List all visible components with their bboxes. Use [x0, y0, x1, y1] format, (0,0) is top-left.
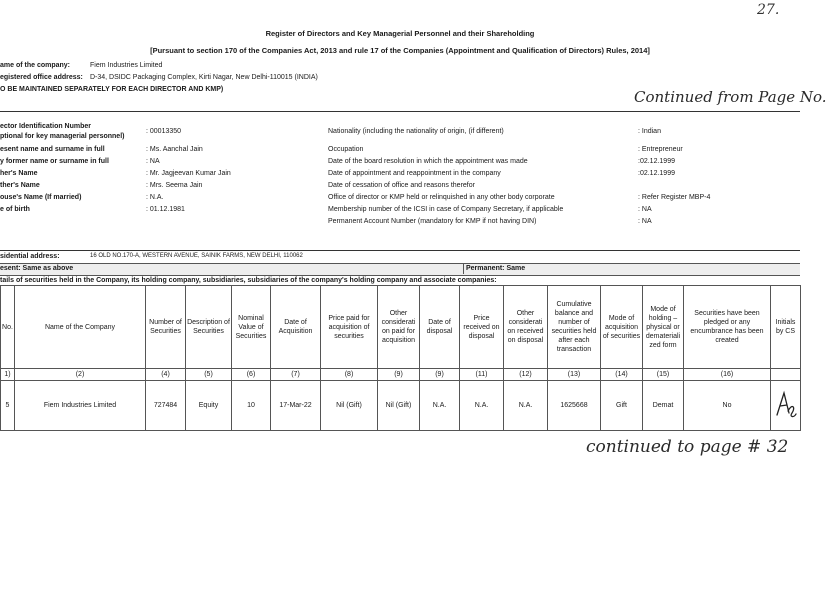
- table-cell: N.A.: [460, 381, 504, 431]
- column-number: (15): [643, 369, 684, 381]
- field-value: : Entrepreneur: [638, 146, 683, 153]
- present-permanent-strip: [0, 263, 800, 276]
- company-name-label: ame of the company:: [0, 62, 71, 69]
- field-value: : Refer Register MBP-4: [638, 194, 711, 201]
- field-label: ouse's Name (If married): [0, 194, 82, 201]
- strip-separator: [463, 263, 464, 274]
- column-header: Price paid for acquisition of securities: [321, 286, 378, 369]
- column-number: (2): [15, 369, 146, 381]
- field-value: :02.12.1999: [638, 158, 675, 165]
- office-address-label: egistered office address:: [0, 74, 83, 81]
- table-cell: Fiem Industries Limited: [15, 381, 146, 431]
- column-header: Initials by CS: [771, 286, 801, 369]
- field-label: her's Name: [0, 170, 38, 177]
- field-label: Occupation: [328, 146, 364, 153]
- residential-label: sidential address:: [0, 253, 60, 260]
- field-label: Permanent Account Number (mandatory for KMP if not having DIN): [328, 218, 537, 225]
- column-number: (6): [232, 369, 271, 381]
- table-cell: N.A.: [504, 381, 548, 431]
- field-label: ptional for key managerial personnel): [0, 133, 125, 140]
- column-number: (9): [420, 369, 460, 381]
- column-number-row: [1, 369, 801, 381]
- field-value: : 00013350: [146, 128, 182, 135]
- column-header: Mode of acquisition of securities: [601, 286, 643, 369]
- column-number: (9): [378, 369, 420, 381]
- field-label: Nationality (including the nationality of origin, (if different): [328, 128, 504, 135]
- section-divider-top: [0, 111, 800, 112]
- column-number: [771, 369, 801, 381]
- table-cell: Demat: [643, 381, 684, 431]
- field-value: : NA: [638, 206, 652, 213]
- continued-to-note: continued to page # 32: [586, 437, 789, 457]
- table-cell: Nil (Gift): [321, 381, 378, 431]
- table-cell: 727484: [146, 381, 186, 431]
- office-address-value: D-34, DSIDC Packaging Complex, Kirti Nagar, New Delhi-110015 (INDIA): [90, 74, 318, 81]
- column-header: Nominal Value of Securities: [232, 286, 271, 369]
- field-label: e of birth: [0, 206, 30, 213]
- initials-signature: [774, 389, 798, 419]
- table-cell: N.A.: [420, 381, 460, 431]
- securities-table: [0, 285, 801, 431]
- column-number: (4): [146, 369, 186, 381]
- table-header-row: [1, 286, 801, 369]
- field-value: : NA: [146, 158, 160, 165]
- permanent-address: Permanent: Same: [466, 265, 526, 272]
- column-number: (5): [186, 369, 232, 381]
- column-header: Securities have been pledged or any encumbrance has been created: [684, 286, 771, 369]
- column-header: Price received on disposal: [460, 286, 504, 369]
- column-number: (13): [548, 369, 601, 381]
- register-subtitle: [Pursuant to section 170 of the Companies Act, 2013 and rule 17 of the Companies (Appointment and Qualification of Directors) Rules, 2014]: [150, 46, 650, 55]
- table-cell: Gift: [601, 381, 643, 431]
- field-label: Office of director or KMP held or relinquished in any other body corporate: [328, 194, 555, 201]
- column-header: Number of Securities: [146, 286, 186, 369]
- table-cell: 1625668: [548, 381, 601, 431]
- field-label: Membership number of the ICSI in case of Company Secretary, if applicable: [328, 206, 564, 213]
- address-divider: [0, 250, 800, 251]
- column-number: (16): [684, 369, 771, 381]
- initials-cell: [771, 381, 801, 431]
- column-header: Name of the Company: [15, 286, 146, 369]
- table-cell: 5: [1, 381, 15, 431]
- field-value: : Mr. Jagjeevan Kumar Jain: [146, 170, 231, 177]
- field-label: Date of cessation of office and reasons therefor: [328, 182, 475, 189]
- maintenance-note: O BE MAINTAINED SEPARATELY FOR EACH DIRECTOR AND KMP): [0, 86, 224, 93]
- table-row: [1, 381, 801, 431]
- field-value: : Ms. Aanchal Jain: [146, 146, 203, 153]
- field-label: Date of appointment and reappointment in the company: [328, 170, 501, 177]
- column-number: (14): [601, 369, 643, 381]
- residential-value: 16 OLD NO.170-A, WESTERN AVENUE, SAINIK FARMS, NEW DELHI, 110062: [90, 253, 303, 259]
- column-header: Other considerati on paid for acquisition: [378, 286, 420, 369]
- column-header: No.: [1, 286, 15, 369]
- column-header: Other considerati on received on disposal: [504, 286, 548, 369]
- present-address: esent: Same as above: [0, 265, 74, 272]
- column-header: Description of Securities: [186, 286, 232, 369]
- column-header: Mode of holding – physical or demateriali zed form: [643, 286, 684, 369]
- table-cell: 10: [232, 381, 271, 431]
- field-label: esent name and surname in full: [0, 146, 105, 153]
- column-number: (8): [321, 369, 378, 381]
- field-value: : Indian: [638, 128, 661, 135]
- table-cell: Equity: [186, 381, 232, 431]
- continued-from-note: Continued from Page No.: [634, 88, 827, 106]
- field-value: :02.12.1999: [638, 170, 675, 177]
- page-number: 27.: [757, 2, 780, 18]
- table-cell: 17-Mar-22: [271, 381, 321, 431]
- field-label: ther's Name: [0, 182, 40, 189]
- field-label: ector Identification Number: [0, 123, 92, 130]
- register-title: Register of Directors and Key Managerial Personnel and their Shareholding: [265, 29, 535, 38]
- column-number: 1): [1, 369, 15, 381]
- field-value: : 01.12.1981: [146, 206, 185, 213]
- field-value: : Mrs. Seema Jain: [146, 182, 203, 189]
- column-header: Date of Acquisition: [271, 286, 321, 369]
- table-cell: Nil (Gift): [378, 381, 420, 431]
- table-cell: No: [684, 381, 771, 431]
- field-label: y former name or surname in full: [0, 158, 109, 165]
- column-header: Cumulative balance and number of securities held after each transaction: [548, 286, 601, 369]
- field-label: Date of the board resolution in which the appointment was made: [328, 158, 528, 165]
- field-value: : N.A.: [146, 194, 164, 201]
- column-number: (7): [271, 369, 321, 381]
- company-name-value: Fiem Industries Limited: [90, 62, 163, 69]
- column-number: (12): [504, 369, 548, 381]
- column-number: (11): [460, 369, 504, 381]
- column-header: Date of disposal: [420, 286, 460, 369]
- field-value: : NA: [638, 218, 652, 225]
- securities-heading: tails of securities held in the Company, its holding company, subsidiaries, subsidiaries of the company's holding company and associate companies:: [0, 277, 497, 284]
